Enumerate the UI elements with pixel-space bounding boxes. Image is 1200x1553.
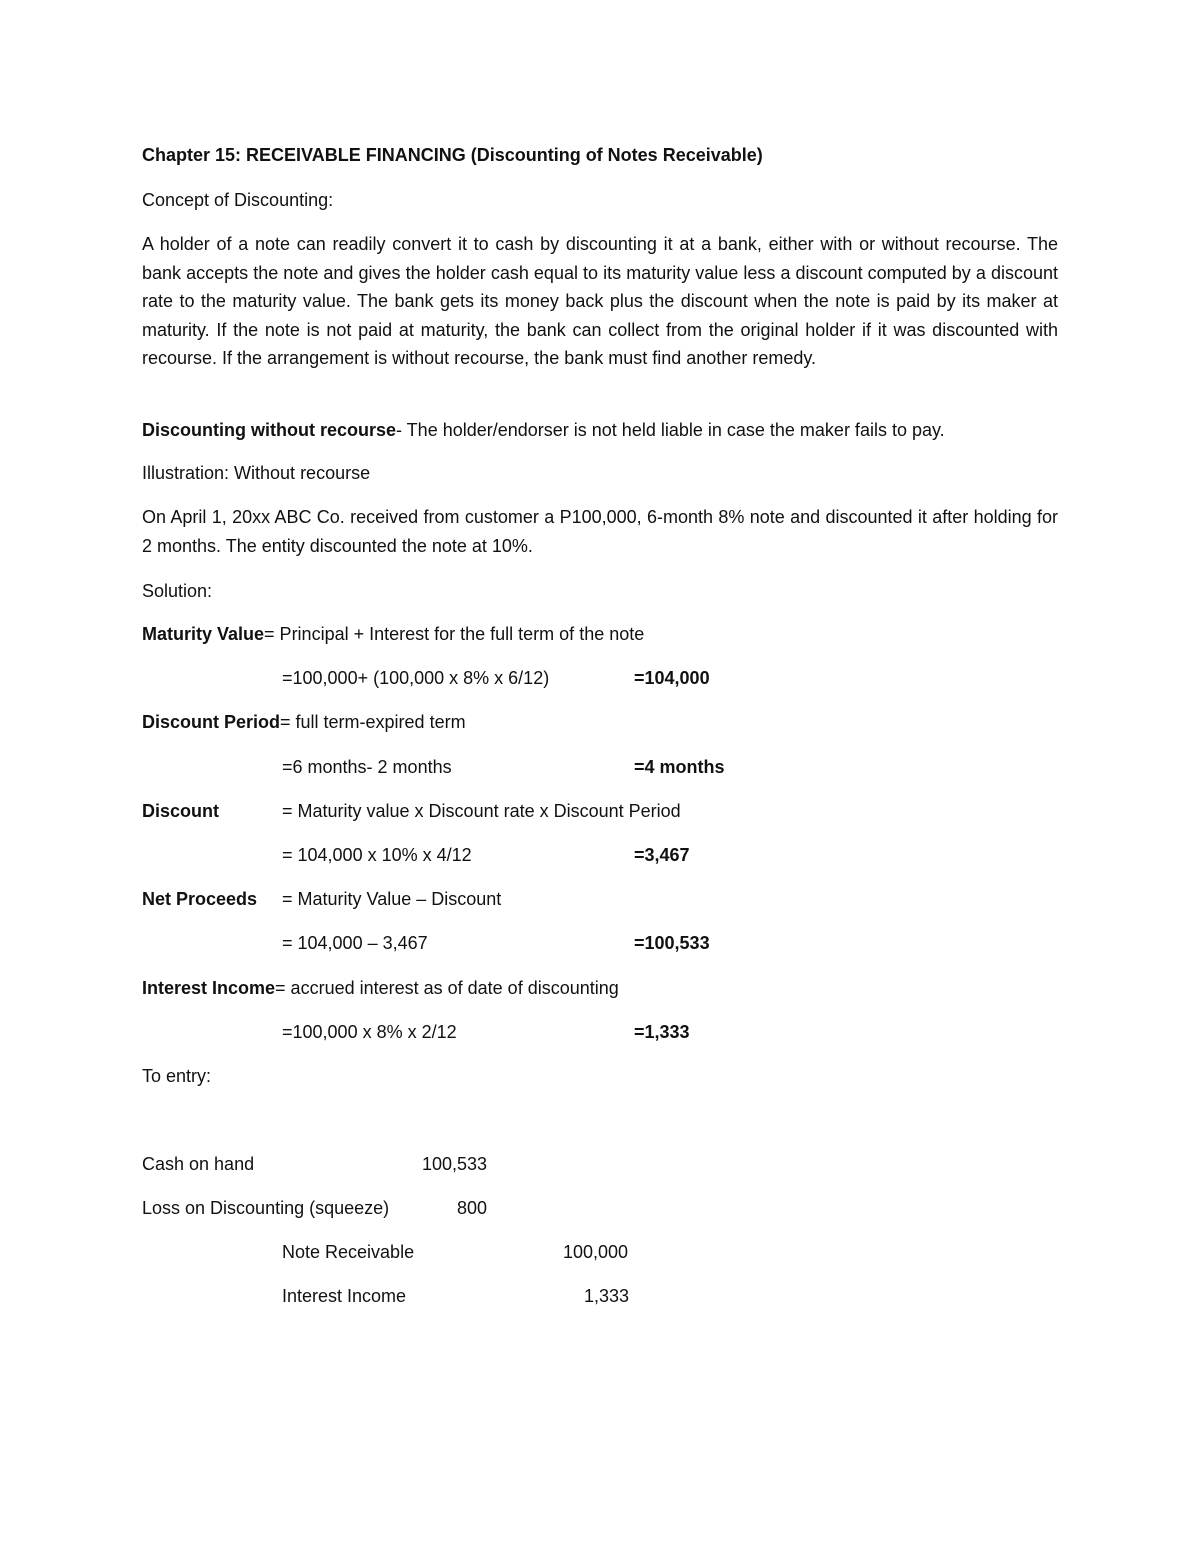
step-interest-income xyxy=(142,976,619,1000)
step-label: Maturity Value xyxy=(142,624,265,644)
step-formula: = Maturity value x Discount rate x Discount Period xyxy=(282,801,681,821)
step-calc: = 104,000 – 3,467 xyxy=(282,933,428,953)
step-label: Interest Income xyxy=(142,978,276,998)
step-label: Discount Period xyxy=(142,712,281,732)
without-recourse-definition xyxy=(142,418,945,442)
concept-paragraph: A holder of a note can readily convert it to cash by discounting it at a bank, either with or without recourse. The bank accepts the note and gives the holder cash equal to its maturity value less a discount computed by a discount rate to the maturity value. The bank gets its money back plus the discount when the note is paid by its maker at maturity. If the note is not paid at maturity, the bank can collect from the original holder if it was discounted with recourse. If the arrangement is without recourse, the bank must find another remedy. xyxy=(142,234,1058,368)
step-calc: =100,000+ (100,000 x 8% x 6/12) xyxy=(282,668,550,688)
step-result: =1,333 xyxy=(634,1022,690,1042)
illustration-text: On April 1, 20xx ABC Co. received from customer a P100,000, 6-month 8% note and discounted it after holding for 2 months. The entity discounted the note at 10%. xyxy=(142,507,1058,556)
illustration-heading: Illustration: Without recourse xyxy=(142,463,371,483)
step-calc: =6 months- 2 months xyxy=(282,757,452,777)
step-formula: = Maturity Value – Discount xyxy=(282,889,502,909)
concept-heading: Concept of Discounting: xyxy=(142,190,334,210)
step-result: =104,000 xyxy=(634,668,710,688)
entry-credit: 1,333 xyxy=(584,1286,630,1306)
step-calc: = 104,000 x 10% x 4/12 xyxy=(282,845,472,865)
step-result: =4 months xyxy=(634,757,725,777)
step-discount-period xyxy=(142,710,466,734)
step-result: =3,467 xyxy=(634,845,690,865)
solution-heading: Solution: xyxy=(142,581,213,601)
step-formula: = accrued interest as of date of discounting xyxy=(275,978,619,998)
step-formula: = full term-expired term xyxy=(280,712,466,732)
chapter-title: Chapter 15: RECEIVABLE FINANCING (Discounting of Notes Receivable) xyxy=(142,145,763,165)
step-calc: =100,000 x 8% x 2/12 xyxy=(282,1022,457,1042)
step-result: =100,533 xyxy=(634,933,710,953)
entry-debit: 800 xyxy=(457,1198,488,1218)
step-label: Discount xyxy=(142,801,220,821)
entry-account: Cash on hand xyxy=(142,1154,255,1174)
step-label: Net Proceeds xyxy=(142,889,258,909)
entry-credit: 100,000 xyxy=(563,1242,629,1262)
step-maturity-value xyxy=(142,622,644,646)
step-formula: = Principal + Interest for the full term of the note xyxy=(264,624,645,644)
definition-term: Discounting without recourse xyxy=(142,420,397,440)
entry-account: Loss on Discounting (squeeze) xyxy=(142,1198,390,1218)
entry-account: Note Receivable xyxy=(282,1242,415,1262)
entry-heading: To entry: xyxy=(142,1066,212,1086)
entry-debit: 100,533 xyxy=(422,1154,488,1174)
entry-account: Interest Income xyxy=(282,1286,407,1306)
definition-text: - The holder/endorser is not held liable in case the maker fails to pay. xyxy=(396,420,945,440)
